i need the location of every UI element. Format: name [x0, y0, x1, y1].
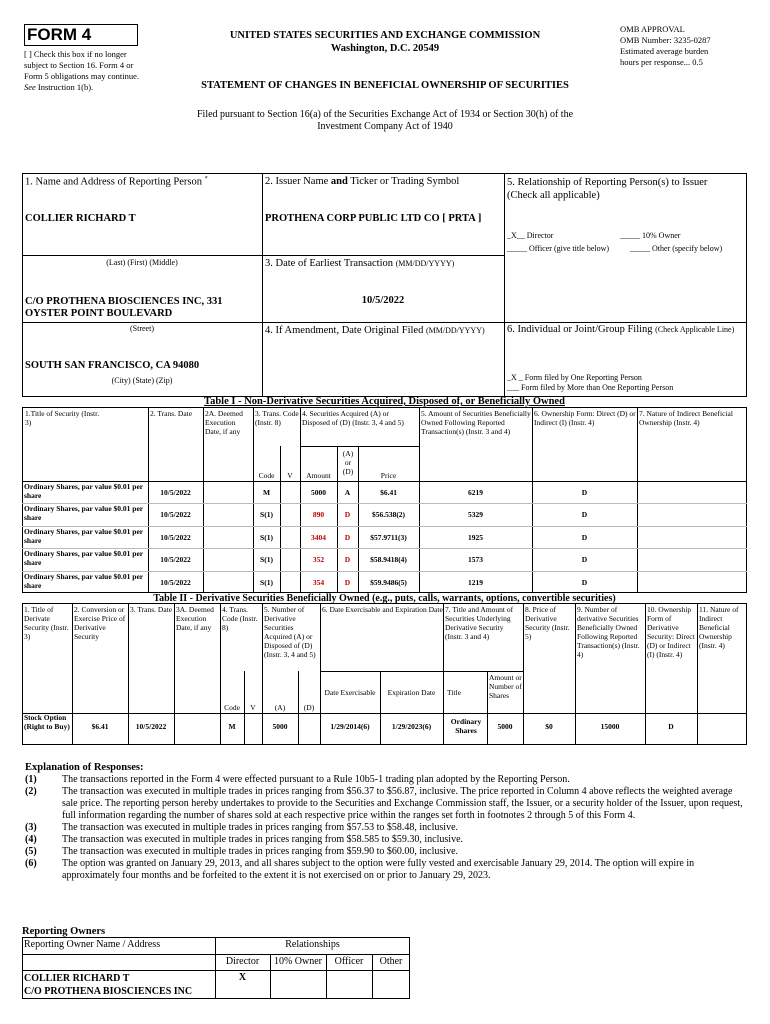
table1-cell-ad: D [344, 532, 351, 542]
t2-row-code: M [228, 722, 236, 731]
table1-cell-title: Ordinary Shares, par value $0.01 per share [24, 571, 143, 590]
t2-row-date: 10/5/2022 [135, 722, 167, 731]
t2-h3a: 3A. Deemed Execution Date, if any [176, 605, 214, 632]
owners-col-director: Director [225, 956, 260, 967]
table1-cell-form: D [581, 510, 588, 520]
t2-h3: 3. Trans. Date [130, 605, 173, 614]
city-label: (City) (State) (Zip) [111, 376, 173, 385]
table1-cell-title: Ordinary Shares, par value $0.01 per share [24, 482, 143, 500]
explanation-num: (5) [25, 846, 37, 857]
table1-cell-date: 10/5/2022 [160, 488, 191, 497]
t1-h2: 2. Trans. Date [150, 409, 193, 418]
owners-col-officer: Officer [334, 956, 364, 967]
owners-col-other: Other [379, 956, 403, 967]
table1-cell-owned: 1573 [468, 555, 483, 565]
table1-cell-price: $57.9711(3) [370, 532, 407, 542]
t2-h11: 11. Nature of Indirect Beneficial Ownership (Instr. 4) [699, 605, 739, 650]
explanation-list [25, 774, 745, 882]
earliest-transaction-label: 3. Date of Earliest Transaction (MM/DD/YYYY) [265, 258, 455, 269]
explanation-text: The option was granted on January 29, 2013, and all shares subject to the option were fully vested and exercisable January 29, 2014. The option will expire in approximately four months and be forfeited to the extent it is not exercised on or prior to January 29, 2023. [62, 858, 695, 881]
table1-cell-form: D [581, 555, 588, 565]
table1-cell-title: Ordinary Shares, par value $0.01 per share [24, 526, 143, 545]
t2-h7: 7. Title and Amount of Securities Underlying Derivative Security (Instr. 3 and 4) [445, 605, 514, 641]
table1-cell-date: 10/5/2022 [160, 577, 191, 587]
form-title-box [24, 24, 138, 46]
table1-title: Table I - Non-Derivative Securities Acquired, Disposed of, or Beneficially Owned [204, 396, 565, 407]
table1-cell-amount: 890 [312, 510, 325, 520]
t2-row-form: D [668, 722, 674, 731]
t2-row-title: Stock Option (Right to Buy) [24, 713, 70, 731]
table1-cell-code: S(1) [260, 555, 273, 565]
owner-director-mark: X [238, 972, 247, 983]
explanation-item [25, 834, 745, 846]
explanation-text: The transaction was executed in multiple trades in prices ranging from $58.585 to $59.30, inclusive. [62, 834, 464, 845]
earliest-transaction-date: 10/5/2022 [361, 295, 405, 306]
agency-title: UNITED STATES SECURITIES AND EXCHANGE COMMISSION Washington, D.C. 20549 [229, 30, 541, 54]
t1-sub-price: Price [380, 471, 397, 480]
city-address: SOUTH SAN FRANCISCO, CA 94080 [25, 360, 200, 371]
explanation-heading: Explanation of Responses: [25, 762, 144, 773]
t1-h6: 6. Ownership Form: Direct (D) or Indirect (I) (Instr. 4) [534, 409, 636, 427]
table1-cell-amount: 352 [312, 555, 325, 565]
explanation-num: (4) [25, 834, 37, 845]
t2-row-expiration: 1/29/2023(6) [391, 722, 432, 731]
table1-cell-ad: D [344, 555, 351, 565]
explanation-text: The transaction was executed in multiple trades in prices ranging from $59.90 to $60.00, inclusive. [62, 846, 459, 857]
issuer-name: PROTHENA CORP PUBLIC LTD CO [ PRTA ] [265, 213, 482, 224]
t2-sub-v: V [250, 703, 256, 712]
t1-h7: 7. Nature of Indirect Beneficial Ownership (Instr. 4) [639, 409, 733, 427]
t2-row-price: $6.41 [91, 722, 109, 731]
table1-cell-owned: 1219 [468, 577, 483, 587]
t1-h1: 1.Title of Security (Instr. 3) [25, 409, 100, 427]
table1-cell-price: $56.538(2) [371, 510, 406, 520]
table1-cell-ad: D [344, 577, 351, 587]
explanation-item [25, 846, 745, 858]
explanation-num: (2) [25, 786, 37, 797]
t2-sub-title: Title [447, 688, 461, 697]
t2-h2: 2. Conversion or Exercise Price of Derivative Security [74, 605, 126, 641]
explanation-item [25, 774, 745, 786]
explanation-item [25, 786, 745, 822]
t2-sub-code: Code [224, 703, 240, 712]
t1-h5: 5. Amount of Securities Beneficially Owned Following Reported Transaction(s) (Instr. 3 and 4) [421, 409, 531, 436]
explanation-item [25, 858, 745, 882]
t2-sub-a: (A) [274, 703, 286, 712]
explanation-num: (6) [25, 858, 37, 869]
table1-cell-owned: 6219 [468, 488, 483, 497]
owners-heading: Reporting Owners [22, 926, 106, 937]
t1-h4: 4. Securities Acquired (A) or Disposed of (D) (Instr. 3, 4 and 5) [302, 409, 404, 427]
table1-cell-form: D [581, 488, 588, 497]
t2-h9: 9. Number of derivative Securities Beneficially Owned Following Reported Transaction(s) (Instr. 4) [577, 605, 640, 659]
checkbox-note: [ ] Check this box if no longer subject to Section 16. Form 4 or Form 5 obligations may continue. See Instruction 1(b). [24, 49, 139, 92]
t2-row-und-title: Ordinary Shares [450, 717, 482, 735]
t1-h3: 3. Trans. Code (Instr. 8) [255, 409, 299, 427]
form-title: FORM 4 [27, 25, 92, 44]
filing-one-person: _X _ Form filed by One Reporting Person [507, 373, 642, 382]
t2-sub-exercisable: Date Exercisable [324, 688, 376, 697]
t2-sub-amount: Amount or Number of Shares [489, 673, 522, 700]
owner-name: COLLIER RICHARD T C/O PROTHENA BIOSCIENCES INC [24, 973, 193, 997]
t2-h8: 8. Price of Derivative Security (Instr. 5) [525, 605, 570, 641]
table1-cell-ad: A [344, 488, 351, 497]
table1-cell-ad: D [344, 510, 351, 520]
owners-col-ten: 10% Owner [273, 956, 323, 967]
amendment-label: 4. If Amendment, Date Original Filed (MM/DD/YYYY) [265, 325, 485, 336]
t2-row-exercisable: 1/29/2014(6) [330, 722, 370, 731]
table1-cell-code: S(1) [260, 510, 273, 520]
owners-col-rel: Relationships [285, 939, 340, 950]
relationship-label: 5. Relationship of Reporting Person(s) to Issuer (Check all applicable) [507, 177, 708, 201]
t2-row-d: 5000 [272, 722, 288, 731]
relationship-director: _X__ Director [507, 231, 554, 240]
t2-row-owned: 15000 [600, 722, 620, 731]
explanation-text: The transactions reported in the Form 4 were effected pursuant to a Rule 10b5-1 trading plan adopted by the Reporting Person. [62, 774, 570, 785]
t2-h10: 10. Ownership Form of Derivative Security: Direct (D) or Indirect (I) (Instr. 4) [647, 605, 695, 659]
relationship-officer: _____ Officer (give title below) [507, 244, 610, 253]
t1-sub-amount: Amount [306, 471, 331, 480]
table1-cell-amount: 5000 [311, 488, 326, 497]
table1-cell-owned: 5329 [468, 510, 483, 520]
t2-sub-expiration: Expiration Date [387, 688, 436, 697]
filing-type-label: 6. Individual or Joint/Group Filing (Check Applicable Line) [507, 324, 735, 335]
explanation-text: The transaction was executed in multiple trades in prices ranging from $56.37 to $56.87, inclusive. The price reported in Column 4 above reflects the weighted average sale price. The reporting person hereby undertakes to provide to the Securities and Exchange Commission staff, the Issuer, or a security holder of the Issuer, upon request, full information regarding the number of shares sold at each respective price within the ranges set forth in footnotes 2 through 5 of this Form 4. [62, 786, 743, 821]
filing-more-persons: ___ Form filed by More than One Reporting Person [507, 383, 674, 392]
table1-cell-amount: 3404 [311, 532, 326, 542]
explanation-item [25, 822, 745, 834]
table1-cell-form: D [581, 532, 588, 542]
table2-title: Table II - Derivative Securities Beneficially Owned (e.g., puts, calls, warrants, options, convertible securities) [153, 593, 616, 604]
relationship-ten-pct: _____ 10% Owner [620, 231, 681, 240]
reporting-person-label: 1. Name and Address of Reporting Person * [25, 176, 208, 188]
omb-approval: OMB APPROVAL OMB Number: 3235-0287 Estimated average burden hours per response... 0.5 [620, 24, 711, 67]
table1-cell-date: 10/5/2022 [160, 532, 191, 542]
table1-cell-date: 10/5/2022 [160, 555, 191, 565]
t2-h6: 6. Date Exercisable and Expiration Date [322, 605, 443, 614]
table1-cell-code: M [262, 488, 271, 497]
table1-cell-code: S(1) [260, 532, 273, 542]
t1-sub-ad: (A) or (D) [342, 449, 354, 476]
table1-cell-amount: 354 [312, 577, 325, 587]
issuer-label: 2. Issuer Name and Ticker or Trading Symbol [265, 176, 460, 187]
t1-h2a: 2A. Deemed Execution Date, if any [205, 409, 243, 436]
table1-cell-price: $59.9486(5) [370, 577, 407, 587]
t1-sub-v: V [287, 471, 293, 480]
t2-row-und-amount: 5000 [497, 722, 513, 731]
table1-cell-price: $58.9418(4) [370, 555, 407, 565]
explanation-text: The transaction was executed in multiple trades in prices ranging from $57.53 to $58.48, inclusive. [62, 822, 459, 833]
statement-title: STATEMENT OF CHANGES IN BENEFICIAL OWNERSHIP OF SECURITIES [201, 80, 569, 91]
table1-cell-title: Ordinary Shares, par value $0.01 per share [24, 549, 143, 568]
t2-sub-d: (D) [303, 703, 315, 712]
explanation-num: (1) [25, 774, 37, 785]
t2-row-deriv-price: $0 [545, 722, 553, 731]
street-address: C/O PROTHENA BIOSCIENCES INC, 331 OYSTER POINT BOULEVARD [25, 296, 223, 319]
table1-cell-form: D [581, 577, 588, 587]
table1-cell-date: 10/5/2022 [160, 510, 191, 520]
table1-cell-price: $6.41 [380, 488, 397, 497]
table1-cell-title: Ordinary Shares, par value $0.01 per share [24, 504, 143, 523]
street-label: (Street) [130, 324, 154, 333]
filed-pursuant: Filed pursuant to Section 16(a) of the Securities Exchange Act of 1934 or Section 30(h) of the Investment Company Act of 1940 [196, 109, 574, 132]
owners-col-name: Reporting Owner Name / Address [24, 939, 161, 950]
table1-cell-code: S(1) [260, 577, 273, 587]
reporting-person-name: COLLIER RICHARD T [25, 213, 136, 224]
table1-cell-owned: 1925 [468, 532, 483, 542]
relationship-other: _____ Other (specify below) [630, 244, 723, 253]
explanation-num: (3) [25, 822, 37, 833]
name-parts-label: (Last) (First) (Middle) [106, 258, 178, 267]
t1-sub-code: Code [258, 471, 275, 480]
t2-h1: 1. Title of Derivate Security (Instr. 3) [24, 605, 69, 641]
t2-h5: 5. Number of Derivative Securities Acquired (A) or Disposed of (D) (Instr. 3, 4 and 5) [264, 605, 316, 659]
t2-h4: 4. Trans. Code (Instr. 8) [222, 605, 258, 632]
